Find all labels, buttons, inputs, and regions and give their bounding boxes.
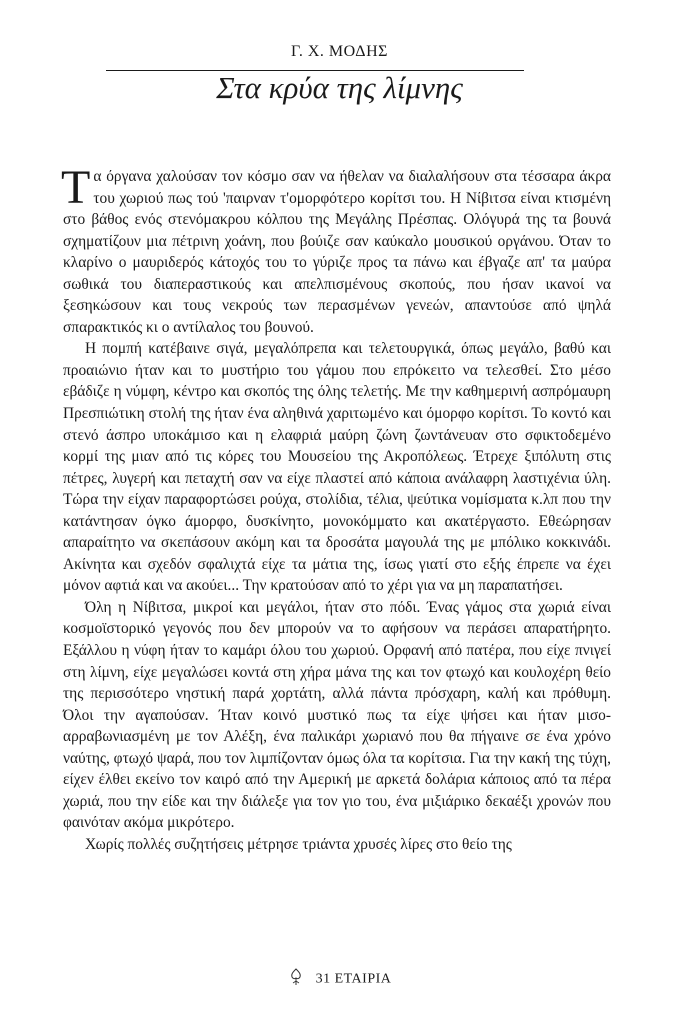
paragraph-1-text: α όργανα χαλούσαν τον κόσμο σαν να ήθελαν να διαλαλήσουν στα τέσσαρα άκρα του χωριού πως τού 'παιρναν τ'ομορφότερο κορίτσι του. Η Νίβιτσα είναι κτισμένη στο βάθος ενός στενόμακρου κόλπου της Μεγάλης Πρέσπας. Ολόγυρά της τα βουνά σχηματίζουν μια πέτρινη χοάνη, που βούιζε σαν καύκαλο μουσικού οργάνου. Όταν το κλαρίνο ο μαυριδερός κάτοχός του το γύριζε προς τα πάνω και έβγαζε απ' τα μαύρα σωθικά του διαπεραστικούς και απελπισμένους σκοπούς, που ήσαν ικανοί να ξεσηκώσουν και τους νεκρούς των περασμένων γενεών, απαντούσε από ψηλά σπαρακτικός κι ο αντίλαλος του βουνού. bbox=[63, 168, 611, 336]
page-title: Στα κρύα της λίμνης bbox=[216, 70, 463, 105]
drop-cap: Τ bbox=[61, 161, 91, 214]
paragraph-3: Όλη η Νίβιτσα, μικροί και μεγάλοι, ήταν στο πόδι. Ένας γάμος στα χωριά είναι κοσμοϊστορικό γεγονός που δεν μπορούν να το αφήσουν να περάσει απαρατήρητο. Εξάλλου η νύφη ήταν το καμάρι όλου του χωριού. Ορφανή από πατέρα, που είχε πνιγεί στη λίμνη, είχε μεγαλώσει κοντά στη χήρα μάνα της και τον φτωχό και κουλοχέρη θείο της περισσότερο νηστική παρά χορτάτη, αλλά πάντα πρόσχαρη, καλή και πρόθυμη. Όλοι την αγαπούσαν. Ήταν κοινό μυστικό πως τα είχε ψήσει και ήταν μισο-αρραβωνιασμένη με τον Αλέξη, ένα παλικάρι χωριανό που θα πήγαινε σε ένα χρόνο ναύτης, φτωχό ψαρά, που τον λιμπίζονταν όμως όλα τα κορίτσια. Για την κακή της τύχη, είχεν έλθει εκείνο τον καιρό από την Αμερική με αρκετά δολάρια κάποιος από τα πέρα χωριά, που την είδε και την διάλεξε για τον γιο του, ένα μιξιάρικο δεκαέξι χρονών που φαινόταν ακόμα μικρότερο. bbox=[63, 598, 611, 832]
paragraph-1 bbox=[61, 161, 611, 338]
paragraph-2: Η πομπή κατέβαινε σιγά, μεγαλόπρεπα και τελετουργικά, όπως μεγάλο, βαθύ και προαιώνιο ήταν και το μυστήριο του γάμου που επρόκειτο να τελεσθεί. Στο μέσο εβάδιζε η νύμφη, κέντρο και σκοπός της όλης τελετής. Με την καθημερινή ασπρόμαυρη Πρεσπιώτικη στολή της ήταν ένα αληθινά χαριτωμένο και όμορφο κορίτσι. Το κοντό και στενό άσπρο υποκάμισο και η ελαφριά μαύρη ζώνη ζωντάνευαν στο σφικτοδεμένο κορμί της μιαν από τις κόρες του Μουσείου της Ακροπόλεως. Έτρεχε ξιπόλυτη στις πέτρες, λυγερή και πεταχτή σαν να είχε πλαστεί από κάποια ανάλαφρη λαστιχένια ύλη. Τώρα την είχαν παραφορτώσει ρούχα, στολίδια, τέλια, ψεύτικα νομίσματα κ.λπ που την κατάντησαν όγκο άμορφο, δυσκίνητο, μονοκόμματο και ακατέργαστο. Εθεώρησαν απαραίτητο να σκεπάσουν ακόμη και τα δροσάτα μαγουλά της με μπόλικο κοκκινάδι. Ακίνητα και σχεδόν σφαλιχτά είχε τα μάτια της, ίσως γιατί στο εξής έπρεπε να έχει μόνον αφτιά και να ακούει... Την κρατούσαν από το χέρι για να μη παραπατήσει. bbox=[63, 340, 611, 595]
page-footer bbox=[0, 968, 679, 991]
page-number: 31 bbox=[315, 971, 331, 987]
author-name: Γ. Χ. ΜΟΔΗΣ bbox=[291, 43, 388, 60]
paragraph-4: Χωρίς πολλές συζητήσεις μέτρησε τριάντα χρυσές λίρες στο θείο της bbox=[85, 835, 512, 853]
publisher-name: ΕΤΑΙΡΙΑ bbox=[334, 971, 392, 987]
leaf-emblem-icon bbox=[288, 968, 304, 991]
article-body bbox=[61, 161, 611, 856]
